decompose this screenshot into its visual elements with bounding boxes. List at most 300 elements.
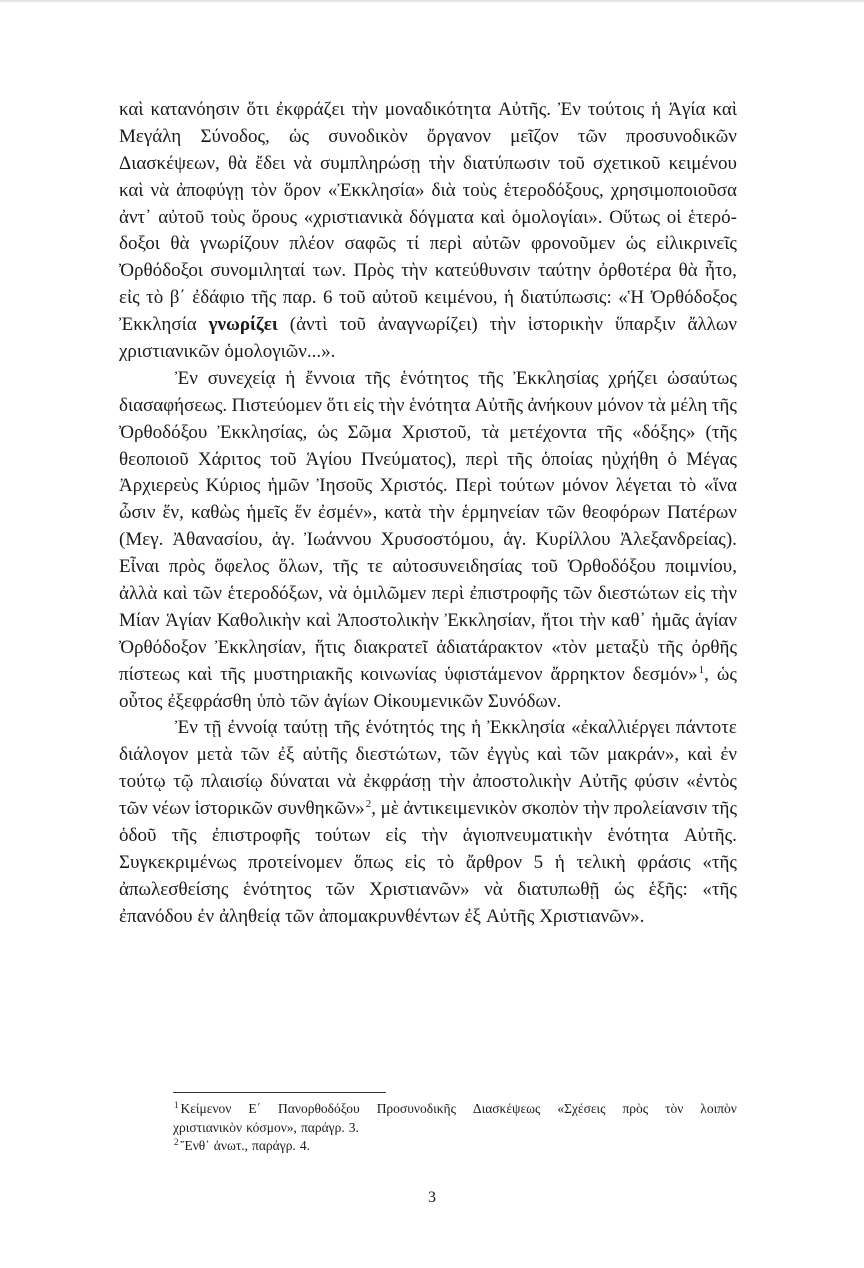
word: αὐτῆς (302, 744, 348, 766)
word: χρησιμοποιοῦσα (610, 179, 737, 201)
word: τὴν (710, 583, 737, 605)
word: τὴν (579, 609, 606, 631)
word: ὡς (614, 878, 635, 900)
word: ἐξ (277, 744, 295, 766)
word: ἐν (197, 905, 215, 927)
word: ἡμεῖς (246, 502, 288, 524)
word: προτείνομεν (248, 851, 343, 873)
word: νὰ (150, 179, 170, 201)
word: Χριστιανῶν». (539, 905, 645, 927)
word: διεστώτων (597, 583, 679, 605)
word: τὴν (401, 260, 428, 282)
body-line (119, 178, 737, 205)
word: Χριστός. (379, 475, 448, 497)
word: τῆς (251, 287, 277, 309)
word: ηὐχήθη (601, 448, 659, 470)
word: τῆς (507, 448, 533, 470)
body-line (119, 393, 737, 420)
word: τὴν (428, 502, 455, 524)
word: διασαφήσεως. (119, 394, 228, 416)
word: τῶν (240, 744, 270, 766)
word: ἀλλὰ (119, 583, 158, 605)
word: Ἰωάννου (304, 529, 372, 551)
word: δεσμόν»$^1$, (632, 663, 709, 685)
word: τῆς (220, 663, 246, 685)
word: ἐσμέν», (318, 502, 378, 524)
word: ἑνότητός (365, 717, 434, 739)
word: χριστιανικῶν (119, 341, 220, 363)
word: τῆς (478, 367, 504, 389)
word: ἐπανόδου (119, 905, 193, 927)
word: τὰ (648, 394, 666, 416)
word: Αὐτῆς. (683, 825, 737, 847)
word: θεοποιοῦ (119, 448, 189, 470)
word: μὲ (380, 798, 399, 820)
body-line (119, 312, 737, 339)
footnote-word: λοιπὸν (700, 1101, 737, 1116)
word: τοῦ (269, 448, 297, 470)
word: τῆς (364, 367, 391, 389)
word: ἁγίων (323, 690, 369, 712)
word: Περὶ (455, 475, 492, 497)
footnote-marker: 1 (698, 663, 705, 676)
body-line (119, 339, 737, 366)
word: λέγεται (615, 475, 672, 497)
word: μόνον (561, 475, 609, 497)
word: καὶ (187, 663, 213, 685)
word: πλαισίῳ (200, 771, 263, 793)
word: χρήζει (608, 367, 658, 389)
word: μεταξὺ (595, 636, 649, 658)
word: ἐπιστροφῆς (469, 583, 558, 605)
word: Ἐκκλησίαν, (215, 636, 307, 658)
word: Οἰκουμενικῶν (373, 690, 483, 712)
word: διὰ (431, 179, 456, 201)
word: ἀληθείᾳ (219, 905, 281, 927)
word: ἡ (554, 851, 565, 873)
word: (Μεγ. (119, 529, 164, 551)
word: ὁμιλῶμεν (352, 583, 427, 605)
word: τὴν (582, 798, 610, 820)
word: ὄργανον (426, 125, 491, 147)
body-line (119, 715, 737, 742)
word: ἡμᾶς (651, 609, 690, 631)
word: ἀντικειμενικὸν (403, 798, 517, 820)
word: τὴν (438, 771, 465, 793)
word: ἔννοια (305, 367, 355, 389)
word: «Ἐκκλησία» (327, 179, 425, 201)
word: θὰ (170, 233, 190, 255)
word: ἑξῆς: (648, 878, 688, 900)
word: εἰς (119, 287, 140, 309)
body-line (119, 635, 737, 662)
word: ἱστορικὴν (527, 314, 603, 336)
word: ἀδιατάρακτον (436, 636, 543, 658)
word: τῶν (325, 878, 355, 900)
word: ἑτερό- (688, 206, 737, 228)
word: αὐτοῦ (372, 287, 418, 309)
word: μακράν», (607, 744, 680, 766)
footnote-number: 2 (174, 1137, 179, 1147)
word: τὸ (679, 475, 697, 497)
footnote-word: Προσυνοδικῆς (376, 1101, 456, 1116)
word: ὄφελος (214, 556, 270, 578)
word: Μεγάλη (119, 125, 182, 147)
word: τὴν (378, 394, 405, 416)
word: ἐξ (464, 905, 481, 927)
word: τῶν (285, 905, 314, 927)
body-line (119, 554, 737, 581)
word: καθὼς (190, 502, 240, 524)
scan-edge (0, 0, 864, 3)
word: ἁγιοπνευματικὴν (462, 825, 593, 847)
word: τῇ (203, 717, 222, 739)
word: ἀπομακρυνθέντων (318, 905, 460, 927)
body-line (119, 231, 737, 258)
word: καὶ (537, 744, 562, 766)
word: πάντοτε (676, 717, 737, 739)
word: τοῦ (339, 287, 366, 309)
word: τῆς (596, 421, 622, 443)
word: ἑτεροδόξων, (227, 583, 323, 605)
word: ἡ (504, 287, 514, 309)
word: τῆς (711, 798, 737, 820)
word: Ἁγίαν (165, 609, 212, 631)
word: μυστηριακῆς (253, 663, 353, 685)
body-line (119, 877, 737, 904)
word: δοξοι (119, 233, 160, 255)
word: Χάριτος (197, 448, 261, 470)
word: ἤτοι (541, 609, 574, 631)
word: μετέχοντα (509, 421, 587, 443)
word: ὡς (288, 125, 309, 147)
word: «χριστιανικὰ (303, 206, 403, 228)
word: ἐν (720, 744, 737, 766)
footnote-word: 3. (348, 1119, 359, 1135)
word: ταύτην (537, 260, 591, 282)
word: τῶν (563, 583, 592, 605)
word: Μέγας (686, 448, 737, 470)
word: τοὺς (210, 206, 245, 228)
word: ὀρθῆς (691, 636, 737, 658)
word: Ἀποστολικὴν (336, 609, 439, 631)
word: νὰ (328, 583, 348, 605)
word: μεῖζον (510, 125, 559, 147)
footnote-word: παράγρ. (252, 1138, 296, 1153)
word: νὰ (293, 152, 312, 174)
word: οὗτος (119, 690, 163, 712)
word: ἁγ. (503, 529, 527, 551)
word: τῆς (334, 717, 360, 739)
word: τῶν (119, 798, 148, 820)
word: φύσιν (634, 771, 679, 793)
word: ὑφιστάμενον (444, 663, 543, 685)
word: καὶ (712, 99, 737, 120)
word: περὶ (429, 233, 462, 255)
word: Χρυσοστόμου, (380, 529, 495, 551)
word: θεοφόρων (582, 502, 660, 524)
word: ἁγίαν (694, 609, 737, 631)
word: Ἰησοῦς (316, 475, 373, 497)
word: Ὀρθοδόξου (567, 556, 656, 578)
word: Ὀρθοδόξου (119, 421, 208, 443)
word: σχετικοῦ (592, 152, 661, 174)
footnote-word: τὸν (665, 1101, 684, 1116)
word: τῶν (290, 690, 319, 712)
word: Πνεύματος), (360, 448, 457, 470)
word: διεστώτων, (355, 744, 442, 766)
word: εἰς (404, 851, 426, 873)
word: διάλογον (119, 744, 189, 766)
word: Ἐκκλησίαν, (444, 609, 536, 631)
word: τε (367, 556, 383, 578)
word: τούτοις (587, 99, 645, 120)
word: νὰ (484, 878, 503, 900)
word: Πρὸς (353, 260, 394, 282)
word: τοῦ (531, 556, 558, 578)
word: «τὸν (551, 636, 587, 658)
word: ἕν (294, 502, 311, 524)
word: τὴν (351, 99, 378, 120)
word: αὐτῶν (472, 233, 521, 255)
word: «Ἡ (618, 287, 645, 309)
word: ἕν, (162, 502, 184, 524)
word: καὶ (480, 206, 506, 228)
word: αὐτοῦ (158, 206, 205, 228)
word: Διασκέψεων, (119, 152, 220, 174)
word: ἁγ. (271, 529, 295, 551)
word: τὴν (489, 314, 516, 336)
word: της (439, 717, 466, 739)
body-line (119, 769, 737, 796)
word: πίστεως (119, 663, 180, 685)
word: κειμένου, (424, 287, 498, 309)
word: ἔδει (255, 152, 286, 174)
footnote-word: Διασκέψεως (472, 1101, 541, 1116)
footnotes (173, 1100, 737, 1156)
word: ὦσιν (119, 502, 156, 524)
word: 5 (533, 851, 544, 873)
word: προλείανσιν (613, 798, 708, 820)
footnote-word: Πανορθοδόξου (278, 1101, 360, 1116)
body-line (119, 742, 737, 769)
word: Ἐκκλησία (119, 314, 197, 336)
word: τῆς (657, 636, 683, 658)
footnote-line (173, 1119, 737, 1138)
footnote-word: Ε΄ (248, 1101, 262, 1116)
word: Ἁγία (668, 99, 706, 120)
word: ἀπωλεσθείσης (119, 878, 229, 900)
word: προσυνοδικῶν (625, 125, 737, 147)
word: τί (406, 233, 420, 255)
word: «τῆς (702, 851, 737, 873)
word: Ὀρθόδοξος (650, 287, 737, 309)
word: τὰ (481, 421, 500, 443)
word: γνωρίζουν (199, 233, 279, 255)
body-line (119, 124, 737, 151)
word: κειμένου (668, 152, 737, 174)
footnote-word: παράγρ. (300, 1119, 345, 1135)
word: περὶ (431, 583, 464, 605)
word: ὡς (716, 663, 737, 685)
footnote-word: πρὸς (622, 1101, 649, 1116)
word: εἰς (353, 394, 374, 416)
body-line (119, 904, 737, 931)
body-line (119, 500, 737, 527)
body-line (119, 608, 737, 635)
word: τὴν (421, 825, 448, 847)
body-line (119, 447, 737, 474)
word: ὑπὸ (256, 690, 286, 712)
body-line (119, 662, 737, 689)
word: τῶν (577, 125, 607, 147)
word: Συγκεκριμένως (119, 851, 237, 873)
word: τούτῳ (119, 771, 166, 793)
word: «δόξης» (631, 421, 696, 443)
word: ἑρμηνείαν (461, 502, 540, 524)
word: συμπληρώσῃ (320, 152, 421, 174)
word: νέων (152, 798, 191, 820)
word: «ἵνα (703, 475, 737, 497)
word: ἄλλων (687, 314, 737, 336)
word: Ἁγίου (305, 448, 352, 470)
word: «ἐκαλλιέργει (571, 717, 670, 739)
word: ταύτῃ (283, 717, 329, 739)
word: διατύπωσιν (463, 152, 551, 174)
footnote-line (173, 1100, 737, 1119)
word: ἑνότητος (399, 367, 469, 389)
word: νὰ (337, 771, 356, 793)
word: ἀνήκουν (527, 394, 593, 416)
word: ὁποίας (541, 448, 593, 470)
word: Σῶμα (347, 421, 392, 443)
word: ὡς (317, 421, 338, 443)
word: θὰ (678, 260, 698, 282)
body-line (119, 581, 737, 608)
word: Ἐκκλησίας (513, 367, 599, 389)
word: καὶ (119, 99, 144, 120)
word: ὅρους (251, 206, 298, 228)
word: (τῆς (705, 421, 737, 443)
word: ἱστορικῶν (194, 798, 273, 820)
word: Κυρίλλου (535, 529, 611, 551)
word: διατυπωθῇ (517, 878, 600, 900)
word: «τῆς (702, 878, 737, 900)
word: περὶ (465, 448, 498, 470)
word: τούτων (315, 825, 371, 847)
word: ἐξεφράσθη (167, 690, 252, 712)
word: ἀποφύγῃ (176, 179, 244, 201)
word: πλέον (289, 233, 335, 255)
word: φράσις (637, 851, 691, 873)
word: Αὐτῆς. (498, 99, 551, 120)
word: ὁμολογίαι». (511, 206, 603, 228)
word: μόνον (597, 394, 644, 416)
page-number: 3 (428, 1189, 436, 1206)
word: (ἀντὶ (289, 314, 328, 336)
word: ὁδοῦ (119, 825, 157, 847)
word: Αὐτῆς (578, 771, 627, 793)
word: καὶ (306, 609, 331, 631)
footnote-line (173, 1137, 737, 1156)
body-line (119, 97, 737, 124)
word: τῆς (332, 556, 358, 578)
word: οἱ (666, 206, 682, 228)
word: τὴν (428, 152, 455, 174)
body-line (119, 689, 737, 716)
word: ἐπιστροφῆς (211, 825, 300, 847)
word: ἐγγὺς (487, 744, 529, 766)
word: παρ. (282, 287, 317, 309)
word: συνθηκῶν»$^2$, (277, 798, 376, 820)
word: β΄ (169, 287, 186, 309)
word: τῶν (546, 502, 576, 524)
body-line (119, 527, 737, 554)
word: ἡμῶν (267, 475, 310, 497)
word: Μίαν (119, 609, 160, 631)
word: των. (312, 260, 347, 282)
word: τῶν (570, 744, 599, 766)
footnote-number: 1 (174, 1100, 179, 1110)
word: τὸν (250, 179, 277, 201)
word: εἰλικρινεῖς (656, 233, 737, 255)
word: τοῦ (339, 314, 366, 336)
word: καὶ (163, 583, 188, 605)
word: ὡσαύτως (667, 367, 737, 389)
word: τῷ (173, 771, 194, 793)
word: διατύπωσις: (520, 287, 612, 309)
word: Ὀρθόδοξοι (119, 260, 203, 282)
word: τοὺς (462, 179, 497, 201)
word: ὅρον (283, 179, 321, 201)
word: ἀποστολικὴν (472, 771, 572, 793)
word: τῶν (449, 744, 479, 766)
body-line (119, 285, 737, 312)
word: Ἀθανασίου, (172, 529, 263, 551)
word: γνωρίζει (208, 314, 278, 336)
body-line (119, 823, 737, 850)
word: τῆς (711, 394, 737, 416)
body-line (119, 473, 737, 500)
word: Ἐκκλησία (487, 717, 565, 739)
footnote-word: κόσμον», (246, 1119, 297, 1135)
word: Πιστεύομεν (231, 394, 322, 416)
word: ἑνότητα (607, 825, 669, 847)
word: σκοπὸν (521, 798, 579, 820)
body-line (119, 151, 737, 178)
word: ἑνότητος (242, 878, 312, 900)
word: τὸ (146, 287, 164, 309)
word: δύναται (270, 771, 330, 793)
word: ὅπως (353, 851, 394, 873)
word: μοναδικότητα (384, 99, 491, 120)
word: κατανόησιν (150, 99, 240, 120)
word: θὰ (227, 152, 248, 174)
body-line (119, 258, 737, 285)
word: Ἐκκλησίας, (217, 421, 308, 443)
word: ὅτι (246, 99, 269, 120)
footnote-word: $^2$ Ἔνθ᾽ (174, 1137, 210, 1153)
word: ἡ (651, 99, 662, 120)
word: Χριστοῦ, (401, 421, 472, 443)
word: Αὐτῆς (486, 905, 535, 927)
word: ἐκφράσῃ (363, 771, 432, 793)
footnote-word: χριστιανικὸν (173, 1119, 243, 1135)
word: ἦτο, (705, 260, 737, 282)
word: τούτων (499, 475, 555, 497)
word: τελικὴ (576, 851, 626, 873)
body-line (119, 796, 737, 823)
